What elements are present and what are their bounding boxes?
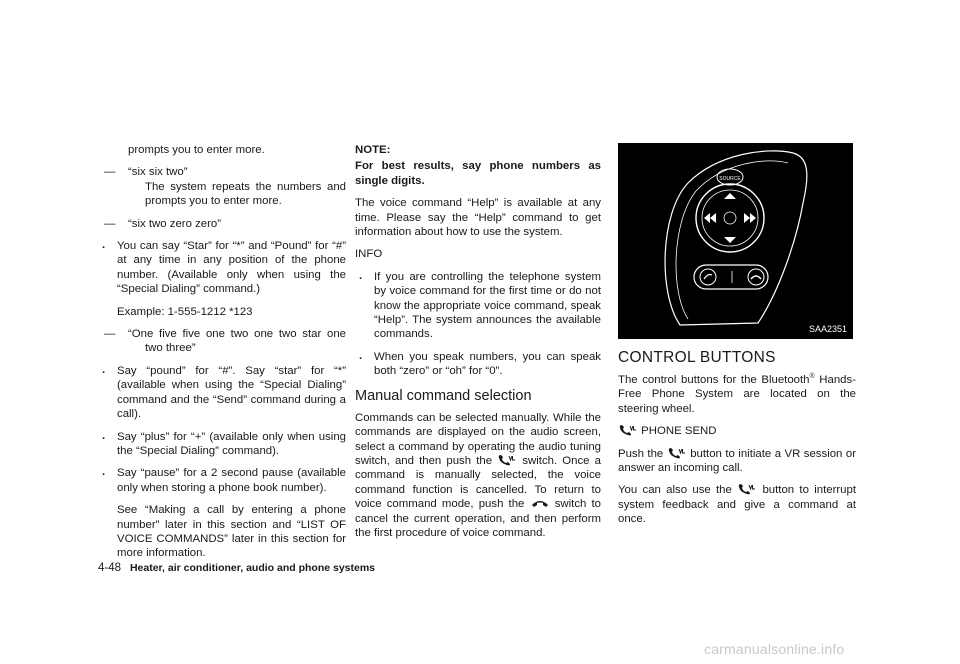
dash-item: — “six six two” The system repeats the numbers and prompts you to enter more. — [104, 166, 346, 208]
source-button-label: SOURCE — [719, 176, 741, 182]
dash-item: — “One five five one two one two star one two three” — [104, 328, 346, 355]
steering-wheel-controls-figure — [618, 143, 853, 339]
bullet-marker: . — [359, 269, 363, 282]
column-middle — [355, 143, 601, 548]
info-label: INFO — [355, 248, 383, 261]
page-number: 4-48 — [98, 562, 122, 574]
bullet-item: . Say “pause” for a 2 second pause (available only when storing a phone book number). See “Making a call by entering a phone number” later in this section and “LIST OF VOICE COMMANDS” later in this section for more information. — [102, 466, 346, 560]
help-text: The voice command “Help” is available at any time. Please say the “Help” command to get information about how to use the system. — [355, 197, 601, 239]
bullet-item: . Say “pound” for “#”. Say “star” for “*” (available when using the “Special Dialing” command and the “Send” command during a call). — [102, 363, 346, 421]
phone-send-heading: PHONE SEND — [618, 424, 856, 438]
manual-selection-text: Commands can be selected manually. While the commands are displayed on the audio screen, select a command by operating the audio tuning switch, and then push the switch. Once a command is manually selected, the voice command function is cancelled. To return to voice command mode, push the switch to cancel the current operation, and then perform the first procedure of voice command. — [355, 411, 601, 539]
dash-marker: — — [104, 328, 116, 341]
phone-send-icon — [737, 483, 757, 495]
bullet-marker: . — [359, 349, 363, 362]
phone-send-icon — [618, 424, 638, 436]
column-left — [98, 143, 346, 569]
example-text: Example: 1-555-1212 *123 — [117, 305, 253, 318]
bullet-marker: . — [102, 363, 106, 376]
bullet-marker: . — [102, 239, 106, 252]
footer-title: Heater, air conditioner, audio and phone systems — [129, 562, 376, 574]
bullet-item: . Say “plus” for “+” (available only when using the “Special Dialing” command). — [102, 429, 346, 457]
intro-text: The control buttons for the Bluetooth® Hands-Free Phone System are located on the steering wheel. — [618, 373, 857, 415]
dash-marker: — — [104, 217, 116, 230]
bullet-item: . You can say “Star” for “*” and “Pound” for “#” at any time in any position of the phone number. (Available only when using the “Special Dialing” command.) Example: 1-555-1212 *123 — [102, 239, 346, 318]
dash-item: — “six two zero zero” — [104, 217, 222, 230]
note-label: NOTE: — [355, 144, 391, 156]
push-text: Push the button to initiate a VR session or answer an incoming call. — [618, 447, 856, 475]
phone-send-icon — [667, 447, 687, 459]
figure-caption: SAA2351 — [808, 323, 847, 334]
column-right — [618, 143, 856, 535]
phone-send-icon — [497, 454, 517, 466]
watermark: carmanualsonline.info — [704, 641, 845, 657]
note-text: For best results, say phone numbers as single digits. — [355, 160, 601, 187]
also-text: You can also use the button to interrupt system feedback and give a command at once. — [618, 484, 856, 526]
continuation-text: prompts you to enter more. — [128, 144, 265, 156]
page-footer — [98, 562, 375, 574]
bullet-marker: . — [102, 429, 106, 442]
reference-text: See “Making a call by entering a phone number” later in this section and “LIST OF VOICE COMMANDS” later in this section for more information. — [117, 504, 346, 560]
dash-marker: — — [104, 166, 116, 179]
bullet-item: . When you speak numbers, you can speak both “zero” or “oh” for “0”. — [359, 349, 601, 378]
phone-end-icon — [530, 497, 550, 509]
section-heading: CONTROL BUTTONS — [618, 349, 776, 366]
bullet-item: . If you are controlling the telephone system by voice command for the first time or do not know the appropriate voice command, speak “Help”. The system announces the available commands. — [359, 269, 601, 341]
section-heading: Manual command selection — [355, 387, 532, 404]
steering-wheel-illustration — [618, 143, 853, 339]
bullet-marker: . — [102, 466, 106, 479]
